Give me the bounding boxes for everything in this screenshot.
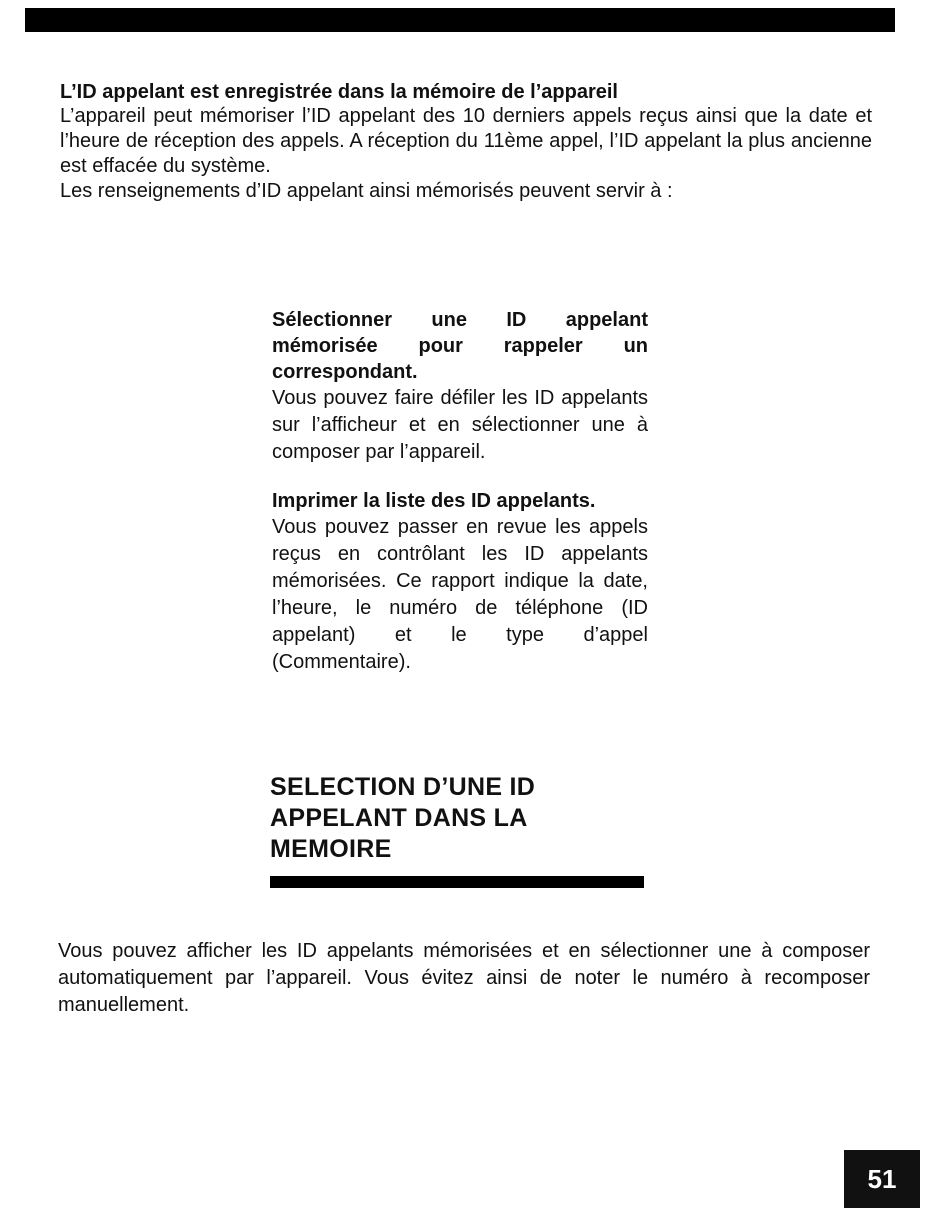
section-title-line: APPELANT DANS LA: [270, 804, 528, 832]
top-header-bar: [25, 8, 895, 32]
feature-item-print: [272, 488, 648, 676]
intro-paragraph: L’appareil peut mémoriser l’ID appelant des 10 derniers appels reçus ainsi que la date et l’heure de réception des appels. A réception du 11ème appel, l’ID appelant la plus ancienne est effacée du système.: [60, 105, 872, 177]
feature-title: Imprimer la liste des ID appelants.: [272, 490, 596, 512]
intro-block: [60, 80, 872, 204]
feature-text: Vous pouvez faire défiler les ID appelants sur l’afficheur et en sélectionner une à composer par l’appareil.: [272, 387, 648, 463]
section-title-line: MEMOIRE: [270, 835, 392, 863]
feature-item-select: [272, 307, 648, 466]
feature-text: Vous pouvez passer en revue les appels reçus en contrôlant les ID appelants mémorisées. Ce rapport indique la date, l’heure, le numéro de téléphone (ID appelant) et le type d’appel (Commentaire).: [272, 516, 648, 673]
closing-paragraph: Vous pouvez afficher les ID appelants mémorisées et en sélectionner une à composer automatiquement par l’appareil. Vous évitez ainsi de noter le numéro à recomposer manuellement.: [58, 940, 870, 1016]
feature-list: [272, 307, 648, 698]
section-title: [270, 772, 650, 865]
page-number: [844, 1150, 920, 1208]
section-divider: [270, 876, 644, 888]
section-title-line: SELECTION D’UNE ID: [270, 773, 536, 801]
page-number-label: 51: [867, 1163, 897, 1194]
intro-heading: L’ID appelant est enregistrée dans la mémoire de l’appareil: [60, 81, 618, 103]
feature-title: Sélectionner une ID appelant mémorisée pour rappeler un correspondant.: [272, 309, 648, 383]
intro-paragraph-tail: Les renseignements d’ID appelant ainsi mémorisés peuvent servir à :: [60, 180, 673, 202]
